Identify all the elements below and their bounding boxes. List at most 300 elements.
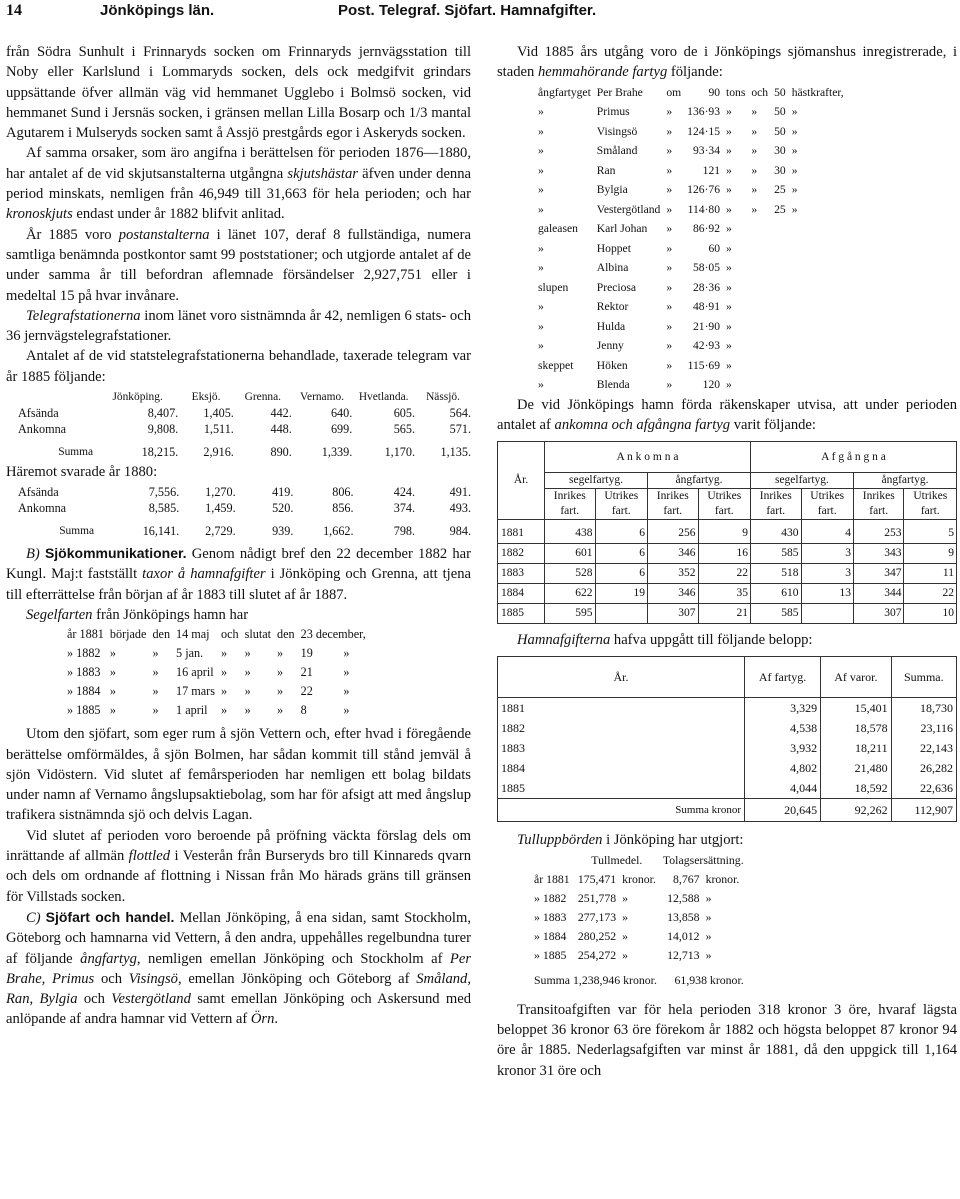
table-cell: 346 — [647, 544, 698, 564]
table-cell: 585 — [750, 604, 801, 624]
table-cell: 4,044 — [745, 778, 821, 799]
table-cell: » — [666, 358, 673, 372]
table-cell: 352 — [647, 564, 698, 584]
table-cell: » — [726, 163, 732, 177]
table-cell: 10 — [904, 604, 957, 624]
table-cell: 1885 — [498, 778, 745, 799]
text-span: 564. — [449, 406, 471, 421]
col-year: År. — [498, 442, 545, 520]
text-span: 22 — [300, 684, 313, 699]
text-span: 1 april — [176, 703, 208, 718]
table-cell: 251,778 — [577, 890, 617, 905]
table-cell: 30 — [774, 163, 786, 177]
table-cell: » — [666, 300, 673, 314]
table-row — [498, 758, 957, 778]
text-span: den — [277, 627, 295, 642]
table-cell: 121 — [702, 163, 721, 177]
ship-row — [535, 219, 847, 239]
text-span: 1,511. — [203, 422, 234, 437]
text-span: 520. — [272, 501, 294, 516]
tull-table — [531, 851, 747, 990]
table-cell: 15,401 — [821, 698, 892, 719]
table-cell: 438 — [545, 520, 596, 544]
table-row — [498, 778, 957, 799]
text-span: 890. — [270, 445, 292, 460]
text-span: postanstalterna — [118, 226, 210, 243]
table-cell: 280,252 — [577, 928, 617, 943]
table-cell: 4,538 — [745, 718, 821, 738]
table-cell: » — [726, 222, 732, 236]
text-span: 23 december, — [300, 627, 366, 642]
table-row — [64, 644, 369, 663]
text-span: , emellan Jönköping och Göteborg af — [177, 970, 417, 987]
text-span: 1,339. — [321, 445, 353, 460]
table-cell: 25 — [774, 183, 786, 197]
table-cell: 21·90 — [692, 319, 721, 333]
telegram-table-1880 — [18, 484, 471, 539]
table-cell: » 1884 — [534, 928, 567, 943]
table-cell: Rektor — [596, 300, 629, 314]
table-cell: 42·93 — [692, 339, 721, 353]
table-cell: » — [726, 124, 732, 138]
table-cell: » — [666, 144, 673, 158]
table-cell — [771, 297, 789, 317]
right-column — [497, 42, 957, 1081]
text-span: samt emellan Jönköping och Askersund med anlöpande af andra hamnar vid Vettern af — [6, 991, 471, 1028]
table-cell: 1882 — [498, 718, 745, 738]
table-cell: 58·05 — [692, 261, 721, 275]
text-span: inom länet voro sistnämnda år 42, nemligen 6 stats- och 36 jernvägstelegrafstationer. — [6, 307, 471, 345]
telegram-table-1885 — [18, 389, 471, 460]
col-grenna: Grenna. — [244, 391, 282, 404]
table-cell: » — [705, 928, 712, 943]
table-cell: 90 — [708, 85, 721, 99]
table-cell: » — [791, 105, 798, 119]
text-span: 605. — [393, 406, 416, 421]
table-row-sum — [18, 437, 471, 460]
text-span: 856. — [332, 501, 354, 516]
text-span: taxor å hamnafgifter — [142, 566, 266, 583]
table-cell: » — [726, 300, 732, 314]
text-span: 424. — [393, 485, 416, 500]
table-cell: » — [705, 947, 712, 962]
text-span: 8,407. — [147, 406, 179, 421]
table-cell: 16 — [698, 544, 750, 564]
table-cell: 4 — [801, 520, 853, 544]
text-span: » — [277, 703, 284, 718]
text-span: 1,459. — [205, 501, 236, 516]
text-span: 8,585. — [148, 501, 180, 516]
table-row — [498, 520, 957, 544]
ship-row — [535, 336, 847, 356]
segelfart-table — [64, 625, 369, 720]
table-cell: 22,143 — [891, 738, 956, 758]
running-title: Jönköpings län. — [100, 2, 215, 19]
text-span: varit följande: — [730, 416, 816, 433]
text-span: Afsända — [18, 406, 59, 421]
table-cell: Hoppet — [596, 241, 631, 255]
paragraph-fartyg — [497, 42, 957, 83]
text-span: Summa — [58, 446, 94, 459]
table-cell: 528 — [545, 564, 596, 584]
text-span: 16,141. — [142, 524, 180, 539]
table-cell: » — [791, 163, 798, 177]
page-header — [0, 0, 960, 26]
table-cell — [748, 317, 771, 337]
table-row — [64, 682, 369, 701]
table-cell: Albina — [596, 261, 629, 275]
table-row — [498, 564, 957, 584]
table-cell: 1883 — [498, 738, 745, 758]
text-span: 442. — [270, 406, 292, 421]
table-cell: 1882 — [498, 544, 545, 564]
table-cell: 5 — [904, 520, 957, 544]
text-span: » — [152, 703, 159, 718]
col-jonkoping: Jönköping. — [112, 391, 163, 404]
table-cell — [771, 239, 789, 259]
text-span: och — [94, 970, 129, 987]
table-row — [64, 625, 369, 644]
table-cell: » — [666, 222, 673, 236]
text-span: i Vesterån från Burseryds bro till Kinnareds qvarn och dels om ordnande af flottning i Nissan från Mo härads gräns till gränsen för Villstads socken. — [6, 848, 471, 905]
text-span: följande: — [667, 64, 723, 81]
table-cell: 22 — [698, 564, 750, 584]
ship-row — [535, 180, 847, 200]
table-cell: 1881 — [498, 698, 745, 719]
table-cell — [771, 317, 789, 337]
table-row — [18, 484, 471, 500]
text-span: skjutshästar — [287, 165, 358, 182]
haremot-label: Häremot svarade år 1880: — [6, 464, 158, 481]
table-row — [531, 927, 747, 946]
text-span: » — [343, 703, 350, 718]
table-cell: 344 — [853, 584, 904, 604]
table-row — [531, 908, 747, 927]
table-cell: 518 — [750, 564, 801, 584]
table-cell — [748, 258, 771, 278]
text-span: Sjökommunikationer. — [44, 545, 187, 562]
text-span: och — [77, 991, 112, 1008]
table-cell — [771, 336, 789, 356]
paragraph-ankomna-afgangna — [497, 395, 957, 436]
table-cell — [748, 278, 771, 298]
col-vernamo: Vernamo. — [300, 391, 345, 404]
ship-row — [535, 200, 847, 220]
text-span: 984. — [449, 524, 471, 539]
text-span: 448. — [270, 422, 292, 437]
text-span: 5 jan. — [176, 646, 204, 661]
table-row — [18, 421, 471, 437]
text-span: Visingsö — [128, 970, 178, 987]
table-row — [64, 663, 369, 682]
text-span: » 1882 — [67, 646, 101, 661]
table-cell: 18,578 — [821, 718, 892, 738]
text-span: Af samma orsaker, som äro angifna i berättelsen för perioden 1876—1880, har antalet af de vid skjutsanstalterna utgångna — [6, 145, 471, 182]
table-cell: 21 — [698, 604, 750, 624]
table-cell — [748, 356, 771, 376]
table-cell: 430 — [750, 520, 801, 544]
table-cell: 595 — [545, 604, 596, 624]
text-span: Utrikes fart. — [904, 489, 957, 520]
table-cell: 4,802 — [745, 758, 821, 778]
table-cell: Småland — [596, 144, 638, 158]
table-cell: » — [538, 300, 544, 314]
table-cell: » — [726, 358, 732, 372]
ship-row — [535, 239, 847, 259]
table-cell: Blenda — [596, 378, 630, 392]
table-cell: 254,272 — [577, 947, 617, 962]
table-cell: 18,211 — [821, 738, 892, 758]
table-cell: 1884 — [498, 758, 745, 778]
table-cell: 26,282 — [891, 758, 956, 778]
table-row — [498, 604, 957, 624]
table-cell: 18,592 — [821, 778, 892, 799]
table-cell: » — [538, 261, 544, 275]
text-span: 19 — [300, 646, 313, 661]
table-cell — [771, 278, 789, 298]
table-cell: 1885 — [498, 604, 545, 624]
paragraph-postanstalter — [6, 225, 471, 306]
text-span: 374. — [393, 501, 416, 516]
table-cell: 124·15 — [687, 124, 721, 138]
text-span: ångfartyg — [80, 950, 137, 967]
table-cell: » — [751, 163, 758, 177]
text-span: Ankomna — [18, 501, 67, 516]
table-cell: 3,932 — [745, 738, 821, 758]
table-cell — [789, 258, 847, 278]
table-cell: 115·69 — [687, 358, 721, 372]
table-cell — [771, 356, 789, 376]
table-cell: 277,173 — [577, 909, 617, 924]
table-cell: » — [726, 144, 732, 158]
table-cell: » — [751, 105, 758, 119]
text-span: Utrikes fart. — [801, 489, 853, 520]
table-cell: Hulda — [596, 319, 626, 333]
table-row-sum — [18, 516, 471, 539]
text-span: Af fartyg. — [745, 657, 821, 698]
text-span: Tolagsersättning. — [662, 852, 744, 867]
table-cell — [771, 375, 789, 395]
text-span: » 1885 — [67, 703, 101, 718]
text-span: kronoskjuts — [6, 206, 73, 223]
ship-row — [535, 317, 847, 337]
text-span: endast under år 1882 blifvit anlitad. — [72, 206, 285, 223]
table-cell: 28·36 — [692, 280, 721, 294]
table-cell: 585 — [750, 544, 801, 564]
table-cell: » — [538, 319, 544, 333]
text-span: » — [244, 646, 251, 661]
text-span: 571. — [449, 422, 471, 437]
text-span: ångfartyg. — [853, 473, 956, 489]
table-cell: 126·76 — [687, 183, 721, 197]
text-span: den — [152, 627, 171, 642]
table-cell: » — [538, 241, 544, 255]
text-span: Vestergötland — [111, 991, 191, 1008]
table-cell: 50 — [774, 105, 786, 119]
text-span: » — [152, 646, 159, 661]
table-cell: 307 — [647, 604, 698, 624]
text-span: De vid Jönköpings hamn förda räkenskaper utvisa, att under perioden antalet af — [497, 396, 957, 433]
table-cell: 22 — [904, 584, 957, 604]
table-cell: kronor. — [622, 871, 656, 886]
text-span: » — [109, 646, 116, 661]
text-span: År 1885 voro — [26, 226, 119, 243]
table-cell: 114·80 — [687, 202, 721, 216]
left-column — [6, 42, 471, 1030]
table-cell: » — [538, 124, 544, 138]
col-hvetlanda: Hvetlanda. — [358, 391, 409, 404]
text-span: 1,238,946 kronor. — [573, 972, 657, 987]
text-span: 7,556. — [148, 485, 180, 500]
text-span: » — [277, 684, 284, 699]
paragraph-vidostern: Utom den sjöfart, som eger rum å sjön Vettern och, efter hvad i föregående berättelse omförmäldes, å sjön Bolmen, har sådan kommit till stånd jemväl å sjön Vidöstern. Vid slutet af femårsperioden har nemligen ett bolag bildats under namn af Vernamo ångslupsaktiebolag, som har för afsigt att med ångslup trafikera sistnämnda sjö och delvis Lagan. — [6, 726, 471, 824]
text-span: 2,916. — [203, 445, 234, 460]
text-span: 1,405. — [203, 406, 234, 421]
table-cell: Per Brahe — [596, 85, 643, 99]
text-span: 491. — [449, 485, 471, 500]
table-cell: » — [538, 144, 544, 158]
text-span: Genom nådigt bref den 22 december 1882 har Kungl. Maj:t fastställt — [6, 546, 471, 583]
page-number: 14 — [6, 2, 22, 19]
text-span: År. — [498, 657, 745, 698]
table-cell — [801, 604, 853, 624]
paragraph-flottled — [6, 826, 471, 907]
text-span: » — [343, 665, 350, 680]
table-cell: 86·92 — [692, 222, 721, 236]
paragraph-grindar: från Södra Sunhult i Frinnaryds socken om Frinnaryds jernvägsstation till Noby eller Karlslund i Lommaryds socken, dels ock medgifvit grindars uppsättande öfver allmän väg vid hemmanet Ugglebo i Bolmsö socken, vid hemmanet Sund i Jersnäs socken, i gränsen mellan Lilla Bosarp och 1/3 mantal Agutarem i Mulseryds socken samt å Assjö prestgårds egor i Askeryds socken. — [6, 44, 471, 142]
text-span: Hamnafgifterna — [517, 632, 611, 649]
text-span: Inrikes fart. — [750, 489, 801, 520]
text-span: 8 — [300, 703, 307, 718]
table-cell — [789, 239, 847, 259]
table-cell: » 1882 — [534, 890, 567, 905]
table-cell: » 1885 — [534, 947, 567, 962]
text-span: » — [152, 665, 159, 680]
text-span: Summa — [59, 525, 95, 538]
table-cell: 622 — [545, 584, 596, 604]
table-cell: » — [726, 280, 732, 294]
table-cell: » — [666, 124, 673, 138]
table-cell: 343 — [853, 544, 904, 564]
ship-row — [535, 375, 847, 395]
table-cell — [789, 219, 847, 239]
table-cell: tons — [726, 85, 746, 99]
table-cell: 175,471 — [577, 871, 617, 886]
text-span: Ankomna — [18, 422, 67, 437]
text-span: ankomna och afgångna fartyg — [554, 416, 731, 433]
table-cell: 3 — [801, 544, 853, 564]
table-cell: Visingsö — [596, 124, 638, 138]
table-row — [531, 946, 747, 965]
paragraph-transito: Transitoafgiften var för hela perioden 318 kronor 3 öre, hvaraf lägsta beloppet 36 kronor 63 öre förekom år 1882 och högsta beloppet 87 kronor 94 öre år 1885. Nederlagsafgiften var minst år 1881, då den uppgick till 1,164 kronor 31 öre och — [497, 1001, 957, 1079]
text-span: 699. — [330, 422, 353, 437]
table-cell: » — [705, 909, 712, 924]
ship-row — [535, 356, 847, 376]
table-cell: 120 — [702, 378, 721, 392]
table-row — [64, 701, 369, 720]
table-cell: » — [622, 928, 629, 943]
text-span: år 1881 — [67, 627, 104, 642]
table-cell: 1883 — [498, 564, 545, 584]
text-span: äfven under denna period minskats, nemligen från 46,949 till 31,663 för hela perioden; och har — [6, 165, 471, 203]
table-row-sum — [498, 799, 957, 822]
table-cell — [789, 317, 847, 337]
table-cell: slupen — [538, 280, 569, 294]
text-span: började — [109, 627, 147, 642]
ship-row — [535, 258, 847, 278]
table-cell: » — [666, 105, 673, 119]
table-cell: » — [666, 319, 673, 333]
table-cell: » — [751, 183, 758, 197]
text-span: » 1884 — [67, 684, 101, 699]
table-cell: » — [666, 163, 673, 177]
table-cell: 35 — [698, 584, 750, 604]
text-span: . — [274, 1011, 279, 1028]
table-cell — [748, 219, 771, 239]
table-cell: » — [726, 378, 732, 392]
text-span: » 1883 — [67, 665, 101, 680]
text-span: 20,645 — [745, 799, 821, 822]
text-span: 16 april — [176, 665, 214, 680]
table-cell: » — [622, 890, 629, 905]
text-span: från Jönköpings hamn har — [92, 606, 249, 623]
table-cell: 9 — [904, 544, 957, 564]
text-span: Afsända — [18, 485, 59, 500]
table-cell: år 1881 — [534, 871, 570, 886]
table-cell: Bylgia — [596, 183, 628, 197]
table-cell: » — [726, 183, 732, 197]
table-cell: 8,767 — [673, 871, 700, 886]
table-cell: 136·93 — [687, 105, 721, 119]
table-cell: Vestergötland — [596, 202, 661, 216]
text-span: segelfartyg. — [545, 473, 648, 489]
table-cell: 256 — [647, 520, 698, 544]
section-c-sjofart-handel — [6, 907, 471, 1030]
table-row — [498, 544, 957, 564]
text-span: Vid slutet af perioden voro beroende på pröfning väckta förslag dels om inrättande af allmän — [6, 827, 471, 865]
table-cell: 12,588 — [667, 890, 700, 905]
text-span: 112,907 — [891, 799, 956, 822]
table-cell: » — [622, 947, 629, 962]
table-cell: » 1883 — [534, 909, 567, 924]
table-cell: 3,329 — [745, 698, 821, 719]
text-span: hafva uppgått till följande belopp: — [610, 632, 813, 649]
table-cell: » — [751, 202, 758, 216]
table-cell: skeppet — [538, 358, 574, 372]
table-cell: 21,480 — [821, 758, 892, 778]
text-span: » — [109, 703, 116, 718]
text-span: » — [220, 703, 228, 718]
table-cell — [789, 336, 847, 356]
text-span: B) — [26, 546, 40, 563]
text-span: 1,270. — [205, 485, 236, 500]
table-cell: 50 — [774, 85, 786, 99]
table-row — [18, 405, 471, 421]
table-row — [498, 584, 957, 604]
ships-table — [535, 83, 847, 395]
text-span: Inrikes fart. — [545, 489, 596, 520]
table-cell: » — [666, 261, 673, 275]
table-cell: Primus — [596, 105, 630, 119]
table-cell: 50 — [774, 124, 786, 138]
text-span: » — [109, 684, 116, 699]
table-cell: 12,713 — [667, 947, 700, 962]
table-cell: » — [666, 339, 673, 353]
table-cell: 610 — [750, 584, 801, 604]
text-span: Af varor. — [821, 657, 892, 698]
ship-row — [535, 278, 847, 298]
table-cell: 25 — [774, 202, 786, 216]
